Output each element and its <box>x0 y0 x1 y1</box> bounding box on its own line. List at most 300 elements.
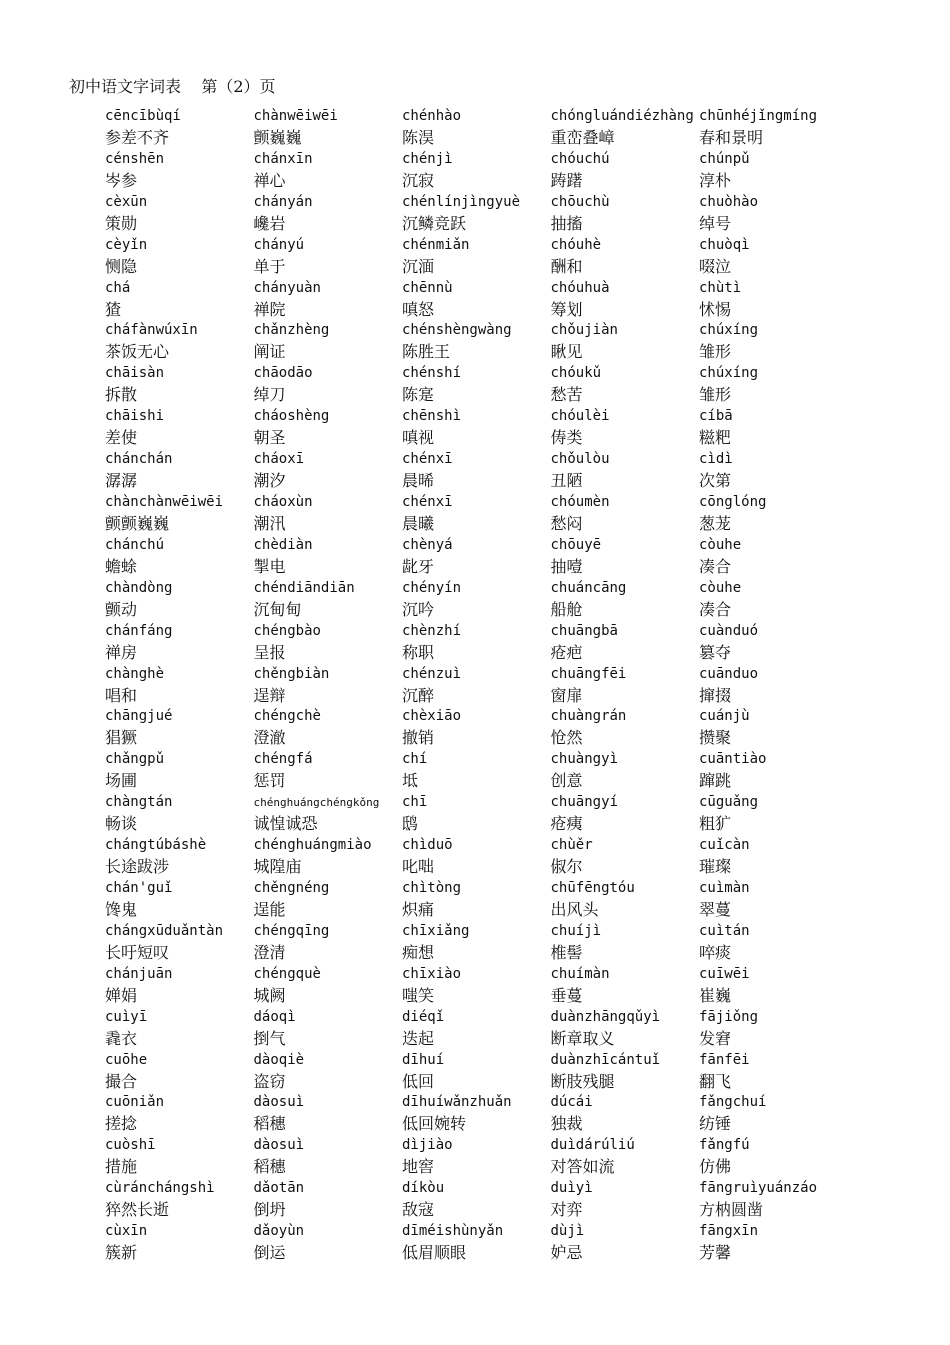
hanzi-word: 发窘 <box>699 1028 732 1048</box>
word-entry <box>699 878 848 921</box>
pinyin: chéndiāndiān <box>253 579 355 596</box>
pinyin: cuōhe <box>105 1051 148 1068</box>
pinyin: chuòqì <box>699 236 750 253</box>
pinyin: dùjì <box>550 1223 585 1240</box>
pinyin: chīxiǎng <box>402 922 470 939</box>
word-entry <box>699 921 848 964</box>
hanzi-word: 晨晞 <box>402 471 435 491</box>
word-entry <box>551 921 700 964</box>
word-entry <box>254 1178 403 1221</box>
word-entry <box>699 278 848 321</box>
pinyin: chénjì <box>402 150 453 167</box>
hanzi-word: 糍粑 <box>699 428 732 448</box>
hanzi-word: 怵惕 <box>699 299 732 319</box>
hanzi-word: 蟾蜍 <box>105 556 138 576</box>
hanzi-word: 嗔怒 <box>402 299 435 319</box>
word-entry <box>699 1007 848 1050</box>
word-entry <box>402 278 551 321</box>
word-entry <box>699 149 848 192</box>
hanzi-word: 搓捻 <box>105 1114 138 1134</box>
hanzi-word: 恻隐 <box>105 256 138 276</box>
word-entry <box>254 363 403 406</box>
hanzi-word: 潮汐 <box>253 471 286 491</box>
word-entry <box>551 1092 700 1135</box>
word-entry <box>105 621 254 664</box>
hanzi-word: 敌寇 <box>402 1200 435 1220</box>
word-entry <box>254 278 403 321</box>
pinyin: cuāntiào <box>699 751 767 768</box>
word-entry <box>402 449 551 492</box>
word-entry <box>402 835 551 878</box>
pinyin: cuānduo <box>699 665 759 682</box>
pinyin: chāngjué <box>105 708 173 725</box>
hanzi-word: 措施 <box>105 1157 138 1177</box>
hanzi-word: 逞能 <box>253 900 286 920</box>
hanzi-word: 猹 <box>105 299 122 319</box>
hanzi-word: 低回 <box>402 1071 435 1091</box>
hanzi-word: 唱和 <box>105 685 138 705</box>
word-entry <box>402 664 551 707</box>
word-entry <box>551 535 700 578</box>
word-entry <box>402 1178 551 1221</box>
pinyin: chénlínjìngyuè <box>402 193 521 210</box>
hanzi-word: 掣电 <box>253 556 286 576</box>
pinyin: dúcái <box>550 1094 593 1111</box>
word-entry <box>402 1135 551 1178</box>
word-entry <box>254 664 403 707</box>
pinyin: cuànduó <box>699 622 759 639</box>
pinyin: chōuchù <box>550 193 610 210</box>
word-entry <box>254 192 403 235</box>
word-entry <box>105 492 254 535</box>
word-entry <box>402 792 551 835</box>
pinyin: chánxīn <box>253 150 313 167</box>
hanzi-word: 凑合 <box>699 599 732 619</box>
pinyin: chóukǔ <box>550 365 602 382</box>
hanzi-word: 澄澈 <box>253 728 286 748</box>
hanzi-word: 沉甸甸 <box>253 599 302 619</box>
word-entry <box>254 921 403 964</box>
hanzi-word: 颤颤巍巍 <box>105 514 170 534</box>
pinyin: fāngruìyuánzáo <box>699 1180 818 1197</box>
hanzi-word: 陈胜王 <box>402 342 451 362</box>
pinyin: chǒulòu <box>550 451 610 468</box>
pinyin: chényín <box>402 579 462 596</box>
word-entry <box>105 320 254 363</box>
pinyin: chěngbiàn <box>253 665 330 682</box>
word-entry <box>402 921 551 964</box>
hanzi-word: 仿佛 <box>699 1157 732 1177</box>
pinyin: chénxī <box>402 494 453 511</box>
word-entry <box>402 878 551 921</box>
word-entry <box>551 278 700 321</box>
pinyin: chóumèn <box>550 494 610 511</box>
pinyin: chènyá <box>402 536 453 553</box>
pinyin: chánjuān <box>105 965 173 982</box>
hanzi-word: 绰号 <box>699 213 732 233</box>
word-entry <box>254 792 403 835</box>
word-entry <box>699 1221 848 1264</box>
word-entry <box>551 1135 700 1178</box>
hanzi-word: 芳馨 <box>699 1243 732 1263</box>
hanzi-word: 长途跋涉 <box>105 857 170 877</box>
word-entry <box>254 964 403 1007</box>
hanzi-word: 差使 <box>105 428 138 448</box>
hanzi-word: 称职 <box>402 642 435 662</box>
pinyin: chī <box>402 794 428 811</box>
pinyin: cuǐcàn <box>699 837 750 854</box>
hanzi-word: 长吁短叹 <box>105 942 170 962</box>
hanzi-word: 猝然长逝 <box>105 1200 170 1220</box>
hanzi-word: 攒聚 <box>699 728 732 748</box>
pinyin: fǎngchuí <box>699 1094 767 1111</box>
pinyin: cuánjù <box>699 708 750 725</box>
word-entry <box>551 106 700 149</box>
word-entry <box>254 1221 403 1264</box>
hanzi-word: 叱咄 <box>402 857 435 877</box>
hanzi-word: 俶尔 <box>550 857 583 877</box>
hanzi-word: 倒坍 <box>253 1200 286 1220</box>
word-entry <box>105 1050 254 1093</box>
hanzi-word: 禅心 <box>253 170 286 190</box>
pinyin: cēncībùqí <box>105 108 181 124</box>
hanzi-word: 澄清 <box>253 942 286 962</box>
word-entry <box>254 706 403 749</box>
hanzi-word: 踌躇 <box>550 170 583 190</box>
word-entry <box>105 535 254 578</box>
hanzi-word: 龀牙 <box>402 556 435 576</box>
hanzi-word: 单于 <box>253 256 286 276</box>
hanzi-word: 低回婉转 <box>402 1114 467 1134</box>
pinyin: chéngbào <box>253 622 321 639</box>
pinyin: cuīwēi <box>699 965 750 982</box>
pinyin: chuāngbā <box>550 622 618 639</box>
word-entry <box>551 664 700 707</box>
pinyin: chìduō <box>402 837 453 854</box>
hanzi-word: 春和景明 <box>699 128 764 147</box>
word-entry <box>254 449 403 492</box>
word-entry <box>254 621 403 664</box>
word-entry <box>105 278 254 321</box>
pinyin: chǒujiàn <box>550 322 618 339</box>
page-title: 初中语文字词表 第（2）页 <box>69 77 276 96</box>
word-entry <box>699 749 848 792</box>
pinyin: cūguǎng <box>699 794 759 811</box>
word-entry <box>699 235 848 278</box>
hanzi-word: 翠蔓 <box>699 900 732 920</box>
hanzi-word: 迭起 <box>402 1028 435 1048</box>
hanzi-word: 怆然 <box>550 728 583 748</box>
hanzi-word: 葱茏 <box>699 514 732 534</box>
pinyin: chóuhuà <box>550 279 610 296</box>
hanzi-word: 婵娟 <box>105 985 138 1005</box>
word-entry <box>699 1050 848 1093</box>
pinyin: cìdì <box>699 451 733 468</box>
hanzi-word: 次第 <box>699 471 732 491</box>
pinyin: dǎoyùn <box>253 1223 305 1240</box>
pinyin: cōnglóng <box>699 494 767 511</box>
word-entry <box>254 149 403 192</box>
pinyin: chuímàn <box>550 965 610 982</box>
pinyin: chányán <box>253 193 313 210</box>
word-entry <box>699 1178 848 1221</box>
pinyin: chuòhào <box>699 193 759 210</box>
hanzi-word: 嗔视 <box>402 428 435 448</box>
word-entry <box>551 706 700 749</box>
word-entry <box>105 964 254 1007</box>
hanzi-word: 淳朴 <box>699 170 732 190</box>
hanzi-word: 妒忌 <box>550 1243 583 1263</box>
pinyin: cuìyī <box>105 1008 148 1025</box>
pinyin: chǎngpǔ <box>105 751 165 768</box>
pinyin: còuhe <box>699 579 742 596</box>
word-entry <box>699 578 848 621</box>
pinyin: chénxī <box>402 451 453 468</box>
pinyin: chàndòng <box>105 579 173 596</box>
pinyin: chán'guǐ <box>105 880 173 897</box>
pinyin: chánfáng <box>105 622 173 639</box>
pinyin: chèxiāo <box>402 708 462 725</box>
pinyin: chěngnéng <box>253 880 330 897</box>
pinyin: dàosuì <box>253 1094 305 1111</box>
word-entry <box>402 1092 551 1135</box>
hanzi-word: 啜泣 <box>699 256 732 276</box>
pinyin: cèyǐn <box>105 236 148 253</box>
word-entry <box>402 749 551 792</box>
word-entry <box>551 235 700 278</box>
hanzi-word: 船舱 <box>550 599 583 619</box>
pinyin: chāishi <box>105 408 165 425</box>
pinyin: chuāngyí <box>550 794 618 811</box>
hanzi-word: 雏形 <box>699 385 732 405</box>
word-entry <box>551 1178 700 1221</box>
hanzi-word: 沉醉 <box>402 685 435 705</box>
pinyin: chūnhéjǐngmíng <box>699 108 818 124</box>
hanzi-word: 禅院 <box>253 299 286 319</box>
pinyin: chùěr <box>550 837 593 854</box>
pinyin: duànzhāngqǔyì <box>550 1008 661 1025</box>
pinyin: chángxūduǎntàn <box>105 922 224 939</box>
pinyin: chèdiàn <box>253 536 313 553</box>
pinyin: diéqǐ <box>402 1008 445 1025</box>
hanzi-word: 撺掇 <box>699 685 732 705</box>
pinyin: díkòu <box>402 1180 445 1197</box>
word-entry <box>105 192 254 235</box>
pinyin: fājiǒng <box>699 1008 759 1025</box>
hanzi-word: 盗窃 <box>253 1071 286 1091</box>
hanzi-word: 俦类 <box>550 428 583 448</box>
pinyin: dàoqiè <box>253 1051 305 1068</box>
hanzi-word: 方枘圆凿 <box>699 1200 764 1220</box>
pinyin: chēnnù <box>402 279 453 296</box>
word-entry <box>402 192 551 235</box>
word-entry <box>551 449 700 492</box>
hanzi-word: 沉鳞竞跃 <box>402 213 467 233</box>
pinyin: chǎnzhèng <box>253 322 330 339</box>
hanzi-word: 呈报 <box>253 642 286 662</box>
pinyin: cháoshèng <box>253 408 330 425</box>
word-entry <box>254 406 403 449</box>
hanzi-word: 椎髻 <box>550 942 583 962</box>
hanzi-word: 颤动 <box>105 599 138 619</box>
hanzi-word: 晨曦 <box>402 514 435 534</box>
pinyin: cháoxùn <box>253 494 313 511</box>
pinyin: chóuchú <box>550 150 610 167</box>
word-entry <box>105 449 254 492</box>
word-entry <box>254 749 403 792</box>
hanzi-word: 疮疤 <box>550 642 583 662</box>
word-entry <box>254 106 403 149</box>
word-entry <box>402 706 551 749</box>
word-entry <box>105 664 254 707</box>
hanzi-word: 断肢残腿 <box>550 1071 615 1091</box>
hanzi-word: 纺锤 <box>699 1114 732 1134</box>
pinyin: chēnshì <box>402 408 462 425</box>
word-entry <box>699 535 848 578</box>
word-entry <box>402 964 551 1007</box>
pinyin: chóuhè <box>550 236 602 253</box>
word-entry <box>105 878 254 921</box>
word-entry <box>551 149 700 192</box>
hanzi-word: 馋鬼 <box>105 900 138 920</box>
word-entry <box>551 406 700 449</box>
hanzi-word: 抽搐 <box>550 213 583 233</box>
hanzi-word: 沉湎 <box>402 256 435 276</box>
pinyin: chéngqīng <box>253 922 330 939</box>
word-entry <box>402 1050 551 1093</box>
hanzi-word: 陈淏 <box>402 128 435 147</box>
pinyin: cuōniǎn <box>105 1094 165 1111</box>
word-entry <box>551 192 700 235</box>
word-entry <box>551 749 700 792</box>
hanzi-word: 潮汛 <box>253 514 286 534</box>
hanzi-word: 重峦叠嶂 <box>550 128 615 147</box>
word-entry <box>254 1007 403 1050</box>
hanzi-word: 粗犷 <box>699 814 732 834</box>
pinyin: cénshēn <box>105 150 165 167</box>
word-entry <box>699 106 848 149</box>
word-entry <box>254 535 403 578</box>
word-entry <box>699 492 848 535</box>
hanzi-word: 稻穗 <box>253 1157 286 1177</box>
pinyin: cuòshī <box>105 1137 156 1154</box>
word-entry <box>105 1178 254 1221</box>
word-entry <box>254 878 403 921</box>
pinyin: dǎotān <box>253 1180 305 1197</box>
word-entry <box>402 320 551 363</box>
pinyin: chūfēngtóu <box>550 880 635 897</box>
word-entry <box>699 706 848 749</box>
hanzi-word: 愁苦 <box>550 385 583 405</box>
hanzi-word: 绰刀 <box>253 385 286 405</box>
hanzi-word: 岑参 <box>105 170 138 190</box>
word-entry <box>551 320 700 363</box>
word-entry <box>254 235 403 278</box>
hanzi-word: 朝圣 <box>253 428 286 448</box>
word-entry <box>105 1092 254 1135</box>
pinyin: cháfànwúxīn <box>105 322 198 339</box>
pinyin: chāodāo <box>253 365 313 382</box>
word-entry <box>105 1135 254 1178</box>
word-entry <box>402 621 551 664</box>
hanzi-word: 捯气 <box>253 1028 286 1048</box>
word-entry <box>105 1007 254 1050</box>
hanzi-word: 畅谈 <box>105 814 138 834</box>
word-entry <box>402 1221 551 1264</box>
word-entry <box>402 235 551 278</box>
pinyin: chànchànwēiwēi <box>105 494 224 511</box>
hanzi-word: 地窖 <box>402 1157 435 1177</box>
hanzi-word: 茶饭无心 <box>105 342 170 362</box>
hanzi-word: 参差不齐 <box>105 128 170 147</box>
word-entry <box>551 792 700 835</box>
hanzi-word: 嗤笑 <box>402 985 435 1005</box>
word-entry <box>105 149 254 192</box>
word-entry <box>551 578 700 621</box>
pinyin: chángtúbáshè <box>105 837 207 854</box>
word-entry <box>699 664 848 707</box>
pinyin: chènzhí <box>402 622 462 639</box>
hanzi-word: 稻穗 <box>253 1114 286 1134</box>
word-entry <box>105 835 254 878</box>
pinyin: chá <box>105 279 131 296</box>
word-entry <box>402 106 551 149</box>
pinyin: chóulèi <box>550 408 610 425</box>
word-entry <box>551 1221 700 1264</box>
hanzi-word: 潺潺 <box>105 471 138 491</box>
pinyin: cùránchángshì <box>105 1180 215 1197</box>
word-entry <box>551 363 700 406</box>
word-entry <box>105 106 254 149</box>
word-entry <box>402 406 551 449</box>
pinyin: chénghuángchéngkǒng <box>253 796 380 810</box>
pinyin: cèxūn <box>105 193 148 210</box>
word-entry <box>699 1092 848 1135</box>
pinyin: chuáncāng <box>550 579 627 596</box>
pinyin: fǎngfú <box>699 1137 750 1154</box>
hanzi-word: 对答如流 <box>550 1157 615 1177</box>
pinyin: chōuyē <box>550 536 602 553</box>
hanzi-word: 断章取义 <box>550 1028 615 1048</box>
word-entry <box>105 921 254 964</box>
hanzi-word: 簇新 <box>105 1243 138 1263</box>
word-entry <box>402 492 551 535</box>
hanzi-word: 垂蔓 <box>550 985 583 1005</box>
pinyin: duìdárúliú <box>550 1137 635 1154</box>
word-entry <box>254 1135 403 1178</box>
word-entry <box>254 835 403 878</box>
word-entry <box>105 406 254 449</box>
pinyin: chúxíng <box>699 322 759 339</box>
hanzi-word: 愁闷 <box>550 514 583 534</box>
word-entry <box>551 964 700 1007</box>
pinyin: chánchú <box>105 536 165 553</box>
pinyin: chányuàn <box>253 279 321 296</box>
word-entry <box>551 492 700 535</box>
hanzi-word: 坻 <box>402 771 419 791</box>
word-entry <box>699 964 848 1007</box>
pinyin: duànzhīcántuǐ <box>550 1051 661 1068</box>
word-entry <box>699 1135 848 1178</box>
word-entry <box>105 363 254 406</box>
hanzi-word: 篡夺 <box>699 642 732 662</box>
hanzi-word: 蹿跳 <box>699 771 732 791</box>
word-entry <box>254 1092 403 1135</box>
hanzi-word: 凑合 <box>699 556 732 576</box>
hanzi-word: 筹划 <box>550 299 583 319</box>
word-entry <box>105 235 254 278</box>
word-entry <box>699 835 848 878</box>
